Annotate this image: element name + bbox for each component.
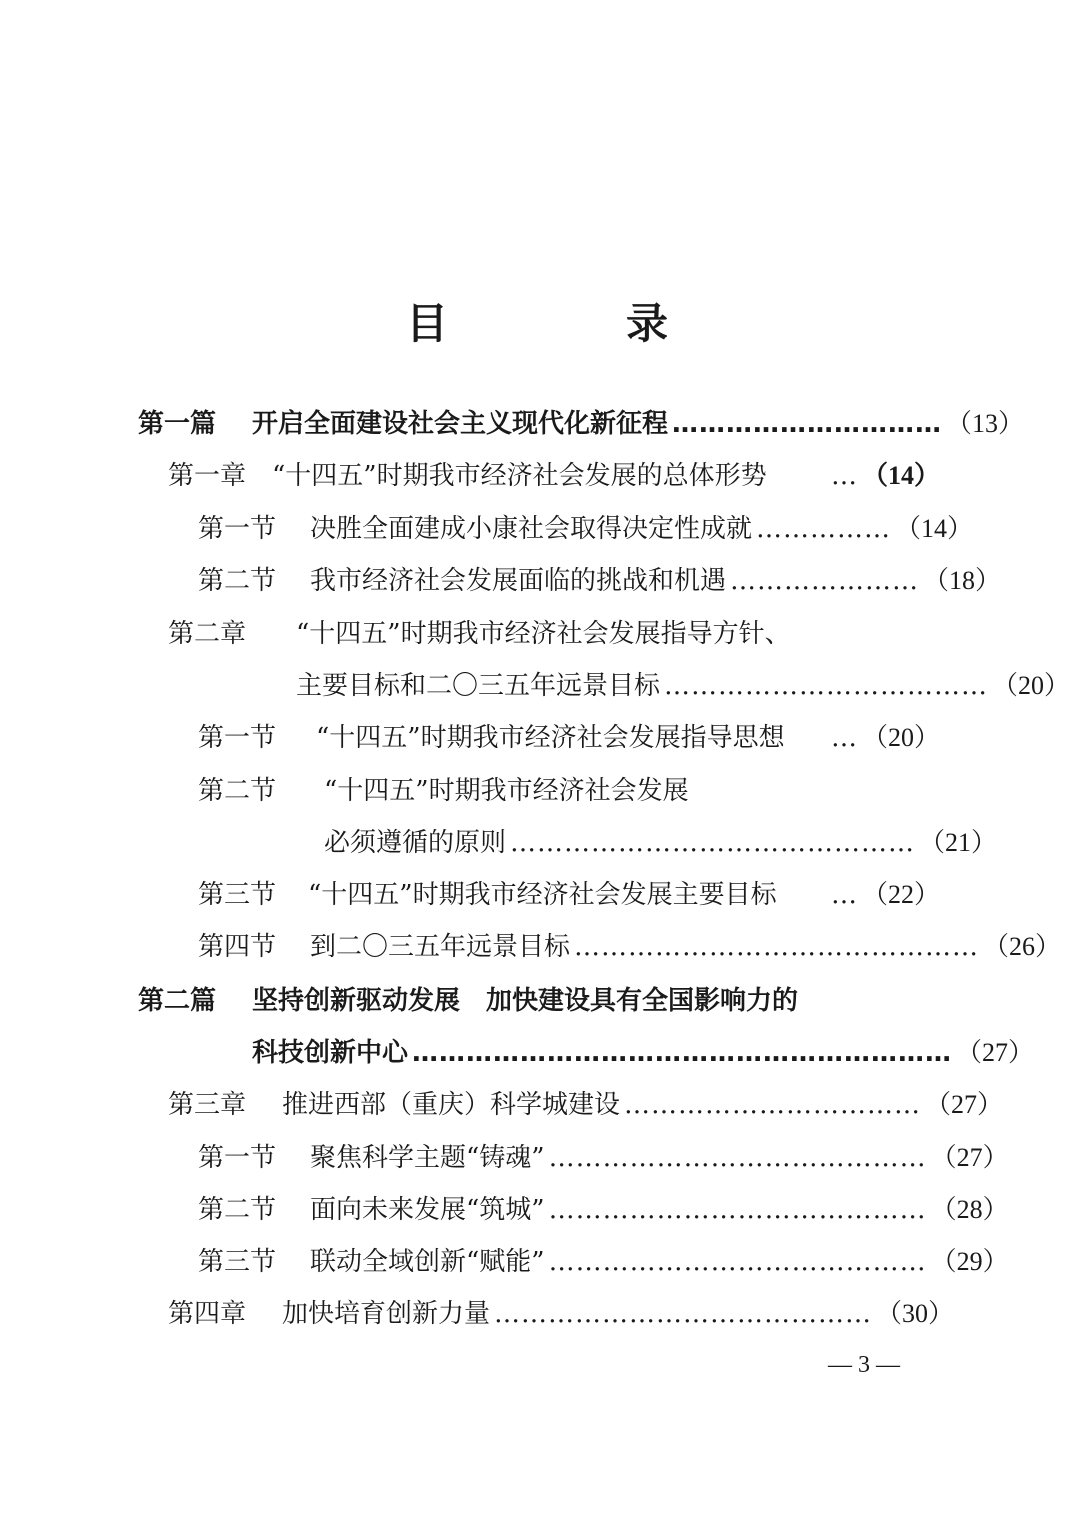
toc-page: （20） xyxy=(992,671,1071,700)
toc-text-cont: 主要目标和二〇三五年远景目标 xyxy=(296,671,661,701)
toc-section[interactable] xyxy=(198,771,940,811)
toc-label: 第四节 xyxy=(198,932,277,962)
toc-page: （27） xyxy=(925,1090,1004,1119)
toc-section[interactable] xyxy=(198,875,940,915)
toc-part-2[interactable] xyxy=(138,981,938,1021)
toc-page: （14） xyxy=(895,514,974,543)
toc-section[interactable] xyxy=(198,718,940,758)
toc-chapter-3[interactable] xyxy=(168,1085,1004,1125)
toc-page: （13） xyxy=(946,409,1025,438)
leader-dots: ……………………………………… xyxy=(510,828,916,858)
toc-text: 我市经济社会发展面临的挑战和机遇 xyxy=(310,566,727,596)
toc-text: 推进西部（重庆）科学城建设 xyxy=(282,1090,621,1120)
toc-text: “十四五”时期我市经济社会发展指导方针、 xyxy=(296,619,791,649)
toc-text: “十四五”时期我市经济社会发展主要目标 xyxy=(308,880,777,910)
toc-label: 第三节 xyxy=(198,880,277,910)
leader-dots: … xyxy=(830,880,858,910)
toc-page: （27） xyxy=(930,1143,1009,1172)
toc-text: “十四五”时期我市经济社会发展指导思想 xyxy=(316,723,785,753)
leader-dots: ……………………………………… xyxy=(574,932,980,962)
leader-dots: …………………………………… xyxy=(548,1247,927,1277)
toc-section-cont[interactable] xyxy=(324,823,998,863)
toc-label: 第二章 xyxy=(168,619,247,649)
toc-text: “十四五”时期我市经济社会发展的总体形势 xyxy=(272,461,767,491)
leader-dots: ………………………… xyxy=(672,409,943,439)
page-title: 目 录 xyxy=(405,299,736,348)
page-number: — 3 — xyxy=(828,1352,900,1378)
toc-text: 坚持创新驱动发展 加快建设具有全国影响力的 xyxy=(252,986,799,1016)
toc-section[interactable] xyxy=(198,927,1062,967)
toc-text: 面向未来发展“筑城” xyxy=(310,1195,545,1225)
toc-chapter-2[interactable] xyxy=(168,614,940,654)
toc-label: 第四章 xyxy=(168,1299,247,1329)
toc-label: 第二节 xyxy=(198,566,277,596)
toc-text-cont: 必须遵循的原则 xyxy=(324,828,507,858)
leader-dots: …………………………………… xyxy=(548,1143,927,1173)
toc-label: 第二节 xyxy=(198,1195,277,1225)
leader-dots: … xyxy=(830,461,858,491)
leader-dots: …………………………………………………… xyxy=(412,1038,953,1068)
toc-text-cont: 科技创新中心 xyxy=(252,1038,409,1068)
toc-text: 聚焦科学主题“铸魂” xyxy=(310,1143,545,1173)
leader-dots: … xyxy=(830,723,858,753)
toc-label: 第一章 xyxy=(168,461,247,491)
toc-text: 加快培育创新力量 xyxy=(282,1299,491,1329)
toc-page: （22） xyxy=(861,880,940,909)
toc-page: （28） xyxy=(930,1195,1009,1224)
toc-label: 第一节 xyxy=(198,723,277,753)
toc-page: （29） xyxy=(930,1247,1009,1276)
toc-text: 决胜全面建成小康社会取得决定性成就 xyxy=(310,514,753,544)
toc-page: （26） xyxy=(983,932,1062,961)
toc-text: 开启全面建设社会主义现代化新征程 xyxy=(252,409,669,439)
leader-dots: …………………………………… xyxy=(494,1299,873,1329)
leader-dots: ……………………………… xyxy=(664,671,989,701)
toc-label: 第三章 xyxy=(168,1090,247,1120)
toc-chapter-1[interactable] xyxy=(168,456,940,496)
toc-part-2-cont[interactable] xyxy=(252,1033,1035,1073)
toc-section[interactable] xyxy=(198,1242,1009,1282)
leader-dots: …………………………… xyxy=(624,1090,922,1120)
toc-label: 第三节 xyxy=(198,1247,277,1277)
toc-label: 第二篇 xyxy=(138,986,217,1016)
leader-dots: ………………… xyxy=(730,566,920,596)
toc-page: （14） xyxy=(861,461,940,490)
toc-page: （27） xyxy=(956,1038,1035,1067)
toc-page: （30） xyxy=(876,1299,955,1328)
toc-chapter-4[interactable] xyxy=(168,1294,955,1334)
toc-section[interactable] xyxy=(198,1138,1009,1178)
toc-section[interactable] xyxy=(198,561,1002,601)
toc-label: 第一篇 xyxy=(138,409,217,439)
toc-text: 到二〇三五年远景目标 xyxy=(310,932,571,962)
toc-label: 第一节 xyxy=(198,1143,277,1173)
toc-section[interactable] xyxy=(198,1190,1009,1230)
toc-page: （20） xyxy=(861,723,940,752)
toc-chapter-2-cont[interactable] xyxy=(296,666,1071,706)
leader-dots: …………………………………… xyxy=(548,1195,927,1225)
toc-text: 联动全域创新“赋能” xyxy=(310,1247,545,1277)
toc-page: （18） xyxy=(923,566,1002,595)
toc-text: “十四五”时期我市经济社会发展 xyxy=(324,776,689,806)
toc-page: （21） xyxy=(919,828,998,857)
toc-label: 第二节 xyxy=(198,776,277,806)
toc-label: 第一节 xyxy=(198,514,277,544)
toc-section[interactable] xyxy=(198,509,974,549)
toc-part-1[interactable] xyxy=(138,404,1025,444)
leader-dots: …………… xyxy=(756,514,892,544)
